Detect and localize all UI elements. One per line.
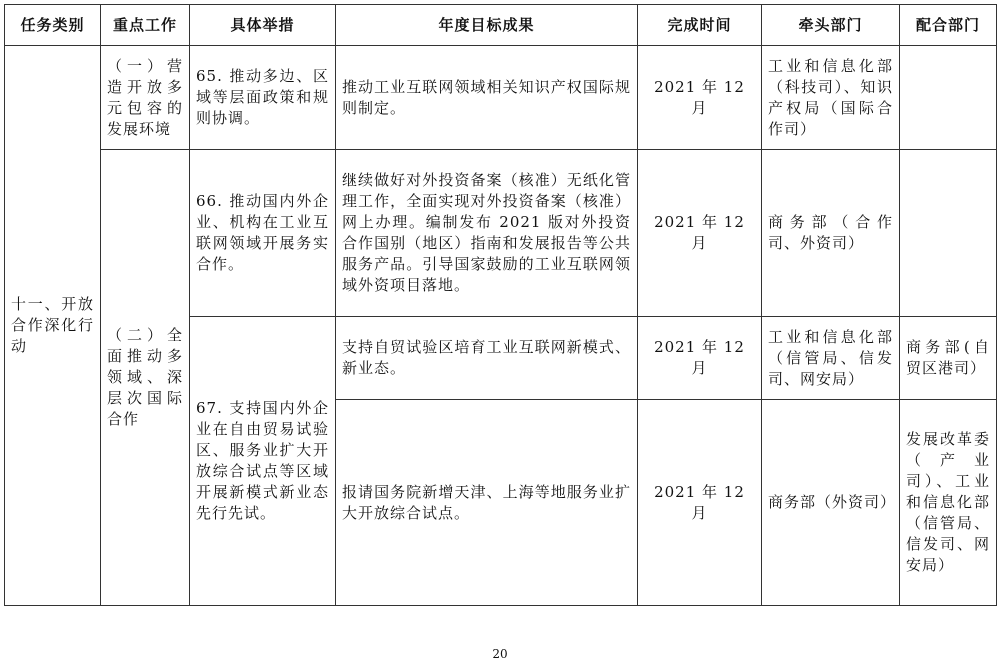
measure-cell: 65. 推动多边、区域等层面政策和规则协调。 bbox=[190, 46, 336, 150]
lead-department-cell: 商务部（合作司、外资司） bbox=[762, 150, 900, 317]
task-category-cell: 十一、开放合作深化行动 bbox=[5, 46, 101, 606]
annual-goal-cell: 继续做好对外投资备案（核准）无纸化管理工作，全面实现对外投资备案（核准）网上办理。编制发布 2021 版对外投资合作国别（地区）指南和发展报告等公共服务产品。引导国家鼓励的工业互联网领域外资项目落地。 bbox=[336, 150, 638, 317]
header-measure: 具体举措 bbox=[190, 5, 336, 46]
header-support-department: 配合部门 bbox=[900, 5, 997, 46]
completion-time-cell: 2021 年 12 月 bbox=[638, 150, 762, 317]
table-row bbox=[5, 46, 997, 150]
completion-time-cell: 2021 年 12 月 bbox=[638, 400, 762, 606]
annual-goal-cell: 推动工业互联网领域相关知识产权国际规则制定。 bbox=[336, 46, 638, 150]
completion-time-cell: 2021 年 12 月 bbox=[638, 46, 762, 150]
header-row bbox=[5, 5, 997, 46]
support-department-cell: 发展改革委（产业司）、工业和信息化部（信管局、信发司、网安局） bbox=[900, 400, 997, 606]
lead-department-cell: 商务部（外资司） bbox=[762, 400, 900, 606]
support-department-cell bbox=[900, 46, 997, 150]
header-key-work: 重点工作 bbox=[101, 5, 190, 46]
annual-goal-cell: 支持自贸试验区培育工业互联网新模式、新业态。 bbox=[336, 317, 638, 400]
header-completion-time: 完成时间 bbox=[638, 5, 762, 46]
annual-goal-cell: 报请国务院新增天津、上海等地服务业扩大开放综合试点。 bbox=[336, 400, 638, 606]
completion-time-cell: 2021 年 12 月 bbox=[638, 317, 762, 400]
header-lead-department: 牵头部门 bbox=[762, 5, 900, 46]
lead-department-cell: 工业和信息化部（信管局、信发司、网安局） bbox=[762, 317, 900, 400]
measure-cell: 67. 支持国内外企业在自由贸易试验区、服务业扩大开放综合试点等区域开展新模式新业态先行先试。 bbox=[190, 317, 336, 606]
key-work-cell: （二）全面推动多领域、深层次国际合作 bbox=[101, 150, 190, 606]
action-plan-table bbox=[4, 4, 997, 606]
lead-department-cell: 工业和信息化部（科技司）、知识产权局（国际合作司） bbox=[762, 46, 900, 150]
table-row bbox=[5, 150, 997, 317]
page-number: 20 bbox=[492, 647, 508, 661]
support-department-cell: 商务部(自贸区港司） bbox=[900, 317, 997, 400]
header-task-category: 任务类别 bbox=[5, 5, 101, 46]
measure-cell: 66. 推动国内外企业、机构在工业互联网领域开展务实合作。 bbox=[190, 150, 336, 317]
header-annual-goal: 年度目标成果 bbox=[336, 5, 638, 46]
support-department-cell bbox=[900, 150, 997, 317]
key-work-cell: （一）营造开放多元包容的发展环境 bbox=[101, 46, 190, 150]
